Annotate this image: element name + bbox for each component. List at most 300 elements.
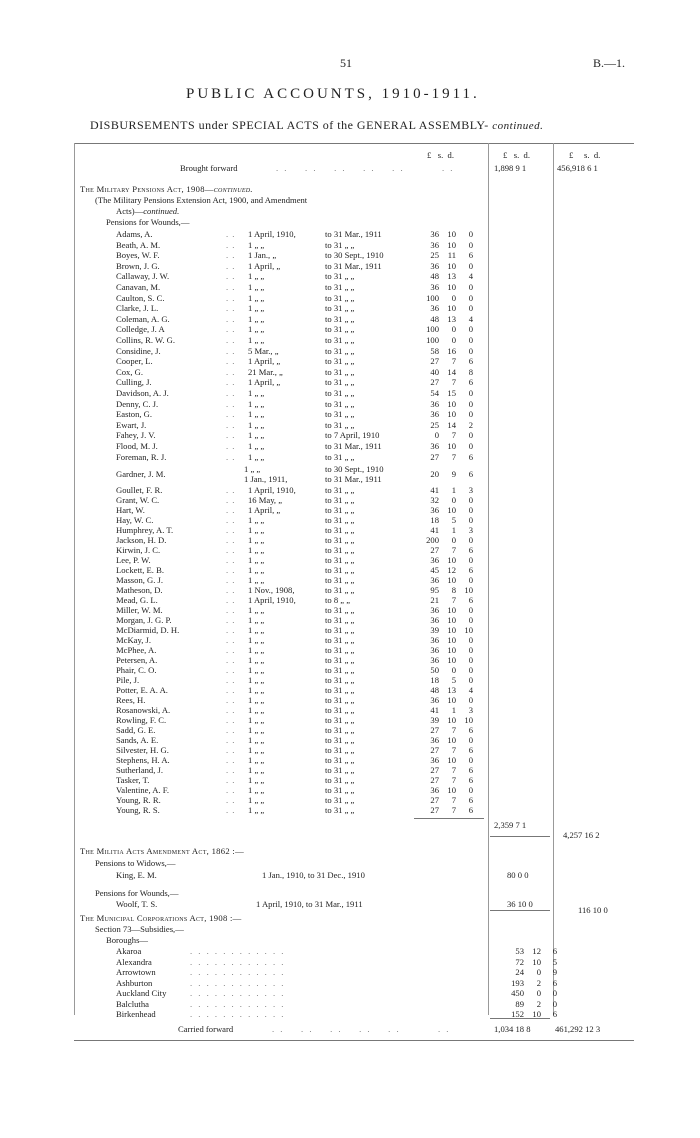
carried-forward-col2: 1,034 18 8 [494,1024,531,1034]
brought-forward-col2: 1,898 9 1 [494,163,527,173]
entry-name: McPhee, A. [116,645,157,655]
entry-pounds: 41 [430,705,439,715]
entry-pence: 0 [468,282,473,292]
entry-to: to 31 „ „ [325,239,355,250]
entry-shillings: 13 [447,271,456,282]
leader-dots: . . [226,555,236,565]
entry-from: 1 „ „ [248,805,265,815]
entry-pence: 0 [468,675,473,685]
entry-from: 1 „ „ [248,575,265,585]
entry-from: 1 April, 1910, [248,229,296,239]
entry-from: 1 „ „ [248,292,265,303]
leader-dots: . . [226,735,236,745]
leader-dots: . . [226,335,236,345]
entry-from: 1 „ „ [248,398,265,409]
entry-name: Sutherland, J. [116,765,164,775]
entry-name: Valentine, A. F. [116,785,170,795]
table-row [0,377,700,388]
pensions-total: 4,257 16 2 [563,830,600,840]
entry-pence: 3 [468,525,473,535]
pensions-act-sub2: Acts)—continued. [116,206,180,216]
leader-dots: . . [226,366,236,377]
entry-pounds: 27 [430,356,439,367]
entry-name: Young, R. R. [116,795,161,805]
entry-pence: 0 [468,515,473,525]
municipal-act-heading: The Municipal Corporations Act, 1908 :— [80,913,242,923]
entry-shillings: 10 [447,239,456,250]
entry-pounds: 27 [430,765,439,775]
militia-rule [490,910,550,911]
entry-shillings: 10 [447,785,456,795]
entry-shillings: 10 [447,555,456,565]
entry-pounds: 36 [430,615,439,625]
entry-from: 1 „ „ [248,685,265,695]
leader-dots: . . [226,595,236,605]
table-row [0,441,700,452]
table-row [0,409,700,420]
leader-dots: . . . . . . . . . . . . [190,956,286,967]
table-row [0,314,700,325]
municipal-section: Section 73—Subsidies,— [95,924,184,934]
entry-pounds: 36 [430,645,439,655]
entry-name: Phair, C. O. [116,665,157,675]
entry-name: Lee, P. W. [116,555,151,565]
carried-forward-label: Carried forward [178,1024,234,1034]
entry-from: 1 „ „ [248,271,265,282]
borough-name: Balclutha [116,998,149,1009]
entry-shillings: 7 [451,745,456,755]
entry-pence: 0 [468,575,473,585]
entry-name: Goullet, F. R. [116,485,163,495]
table-row [0,367,700,378]
entry-pence: 8 [468,366,473,377]
col3-head: £ s. d. [569,150,601,160]
entry-from: 1 „ „ [248,775,265,785]
pensions-act-heading: The Military Pensions Act, 1908—continued. [80,184,253,194]
entry-from: 1 „ „ [248,745,265,755]
entry-name: Silvester, H. G. [116,745,169,755]
entry-to: to 31 „ „ [325,665,355,675]
entry-from: 1 Jan., „ [248,250,277,261]
entry-to: to 8 „ „ [325,595,351,605]
entry-pence: 0 [468,430,473,441]
entry-pounds: 39 [430,715,439,725]
militia-act-heading: The Militia Acts Amendment Act, 1862 :— [80,846,244,856]
carried-dots: . . . . . . . . . . . . [272,1024,451,1034]
entry-pence: 0 [468,398,473,409]
entry-pence: 10 [464,625,473,635]
entry-name: Adams, A. [116,229,153,239]
amount-pounds: 450 [511,988,524,998]
leader-dots: . . [226,377,236,388]
entry-to: to 31 „ „ [325,495,355,505]
entry-shillings: 10 [447,505,456,515]
entry-shillings: 10 [447,635,456,645]
entry-from: 1 „ „ [248,695,265,705]
entry-pence: 6 [468,545,473,555]
entry-name: Tasker, T. [116,775,150,785]
entry-from: 1 „ „ [248,675,265,685]
amount-shillings: 10 [532,956,541,967]
entry-to: to 31 „ „ [325,282,355,292]
entry-pounds: 36 [430,303,439,314]
entry-shillings: 13 [447,685,456,695]
entry-pounds: 27 [430,805,439,815]
entry-from: 1 „ „ [248,324,265,335]
entry-name: Coleman, A. G. [116,313,170,324]
borough-row [0,1009,700,1020]
entry-pence: 10 [464,585,473,595]
entry-shillings: 7 [451,805,456,815]
entry-shillings: 5 [451,515,456,525]
leader-dots: . . [226,585,236,595]
entry-shillings: 1 [451,525,456,535]
entry-shillings: 0 [451,324,456,335]
leader-dots: . . [226,282,236,292]
entry-to: to 31 „ „ [325,675,355,685]
entry-pence: 6 [468,725,473,735]
entry-shillings: 10 [447,695,456,705]
entry-name: Flood, M. J. [116,441,158,451]
entry-from: 1 April, „ [248,377,281,388]
entry-from: 1 „ „ [248,303,265,314]
entry-to: to 31 „ „ [325,795,355,805]
borough-name: Birkenhead [116,1009,156,1019]
leader-dots: . . [226,515,236,525]
borough-row [0,957,700,968]
entry-pence: 0 [468,635,473,645]
entry-shillings: 7 [451,795,456,805]
entry-pounds: 36 [430,282,439,292]
entry-pounds: 25 [430,250,439,261]
entry-pence: 0 [468,535,473,545]
entry-to: to 31 „ „ [325,805,355,815]
entry-shillings: 10 [447,655,456,665]
entry-pence: 0 [468,505,473,515]
entry-from: 1 „ „ [248,785,265,795]
entry-shillings: 0 [451,665,456,675]
entry-pounds: 36 [430,398,439,409]
amount-shillings: 12 [532,946,541,956]
entry-pounds: 18 [430,675,439,685]
leader-dots: . . [226,565,236,575]
leader-dots: . . [226,239,236,250]
entry-to-2: to 31 Mar., 1911 [325,474,382,484]
leader-dots: . . [226,765,236,775]
entry-pence: 2 [468,419,473,430]
leader-dots: . . [226,805,236,815]
subtotal-rule [414,818,484,819]
entry-shillings: 7 [451,377,456,388]
entry-from: 1 „ „ [248,635,265,645]
brought-forward-label: Brought forward [180,163,238,173]
borough-row [0,988,700,999]
entry-pounds: 27 [430,725,439,735]
entry-shillings: 10 [447,575,456,585]
entry-name: Petersen, A. [116,655,158,665]
entry-shillings: 9 [451,469,456,479]
entry-from: 1 „ „ [248,665,265,675]
entry-to: to 31 „ „ [325,615,355,625]
table-row [0,388,700,399]
entry-name: Masson, G. J. [116,575,164,585]
wound-amount: 36 10 0 [507,899,533,909]
entry-to: to 31 „ „ [325,645,355,655]
entry-from: 1 „ „ [248,515,265,525]
entry-name: Hart, W. [116,505,145,515]
entry-pence: 4 [468,313,473,324]
entry-pence: 3 [468,705,473,715]
entry-from: 1 „ „ [248,525,265,535]
amount-pence: 6 [552,946,557,956]
borough-name: Akaroa [116,946,142,956]
entry-from: 1 „ „ [248,705,265,715]
entry-shillings: 10 [447,409,456,420]
entry-to: to 31 „ „ [325,356,355,367]
bottom-rule [74,1040,634,1041]
leader-dots: . . [226,725,236,735]
entry-name: Sands, A. E. [116,735,159,745]
amount-pence: 6 [552,977,557,988]
entry-shillings: 1 [451,705,456,715]
entry-name: Rosanowski, A. [116,705,171,715]
entry-to: to 31 „ „ [325,755,355,765]
page-title: PUBLIC ACCOUNTS, 1910-1911. [186,86,480,102]
amount-pence: 6 [552,1009,557,1019]
entry-pence: 6 [468,356,473,367]
entry-from: 1 „ „ [248,625,265,635]
entry-name: Considine, J. [116,345,161,356]
entry-pounds: 50 [430,665,439,675]
borough-name: Arrowtown [116,967,156,977]
entry-pence: 0 [468,655,473,665]
leader-dots: . . [226,345,236,356]
entry-from: 1 „ „ [248,795,265,805]
entry-name: Davidson, A. J. [116,388,169,398]
entry-pounds: 36 [430,655,439,665]
entry-shillings: 11 [447,250,456,261]
entry-shillings: 5 [451,675,456,685]
entry-to: to 31 „ „ [325,695,355,705]
entry-pounds: 36 [430,695,439,705]
amount-pounds: 72 [515,956,524,967]
entry-pounds: 32 [430,495,439,505]
entry-pounds: 25 [430,419,439,430]
entry-pounds: 36 [430,605,439,615]
entry-name: Clarke, J. L. [116,303,159,314]
table-row [0,282,700,293]
entry-pence: 6 [468,250,473,261]
entry-from: 1 April, „ [248,356,281,367]
leader-dots: . . [226,655,236,665]
entry-to: to 31 „ „ [325,505,355,515]
militia-total: 116 10 0 [578,905,608,915]
entry-shillings: 10 [447,755,456,765]
entry-to: to 31 „ „ [325,419,355,430]
leader-dots: . . [226,260,236,271]
leader-dots: . . [226,303,236,314]
entry-pence: 4 [468,685,473,695]
entry-shillings: 14 [447,419,456,430]
entry-from: 1 „ „ [248,565,265,575]
entry-name: Gardner, J. M. [116,469,166,479]
col2-head: £ s. d. [503,150,530,160]
entry-shillings: 8 [451,585,456,595]
entry-name: Rees, H. [116,695,146,705]
leader-dots: . . [226,441,236,451]
entry-from: 1 April, 1910, [248,485,296,495]
leader-dots: . . [226,575,236,585]
leader-dots: . . . . . . . . . . . . [190,988,286,998]
entry-pounds: 36 [430,755,439,765]
widow-name: King, E. M. [116,870,157,880]
entry-pence: 6 [468,451,473,462]
entry-from: 1 „ „ [248,451,265,462]
leader-dots: . . . . . . . . . . . . [190,1009,286,1019]
entry-pounds: 20 [430,469,439,479]
entry-name: McDiarmid, D. H. [116,625,180,635]
leader-dots: . . [226,451,236,462]
entry-name: Sadd, G. E. [116,725,156,735]
entry-to: to 31 „ „ [325,785,355,795]
entry-pence: 0 [468,735,473,745]
entry-pounds: 36 [430,505,439,515]
leader-dots: . . [226,495,236,505]
entry-to: to 31 „ „ [325,313,355,324]
amount-pounds: 53 [515,946,524,956]
borough-name: Alexandra [116,956,152,967]
entry-to: to 31 Mar., 1911 [325,441,382,451]
entry-pence: 0 [468,785,473,795]
entry-name: Young, R. S. [116,805,160,815]
entry-to: to 31 „ „ [325,575,355,585]
entry-shillings: 7 [451,595,456,605]
entry-shillings: 15 [447,388,456,398]
table-row [0,430,700,441]
entry-shillings: 1 [451,485,456,495]
entry-to: to 31 „ „ [325,715,355,725]
entry-from: 1 „ „ [248,645,265,655]
entry-from: 1 „ „ [248,441,265,451]
entry-to: to 31 „ „ [325,735,355,745]
leader-dots: . . [226,535,236,545]
pensions-act-sub1: (The Military Pensions Extension Act, 1900, and Amendment [95,195,308,205]
entry-to: to 7 April, 1910 [325,430,380,441]
leader-dots: . . [226,313,236,324]
entry-to: to 31 „ „ [325,271,355,282]
entry-name: Miller, W. M. [116,605,163,615]
entry-name: Collins, R. W. G. [116,335,175,345]
entry-pounds: 27 [430,795,439,805]
entry-pounds: 100 [426,335,439,345]
entry-shillings: 10 [447,398,456,409]
entry-to: to 31 „ „ [325,625,355,635]
entry-pounds: 36 [430,575,439,585]
entry-to: to 31 „ „ [325,585,355,595]
entry-name: Easton, G. [116,409,153,420]
entry-shillings: 0 [451,292,456,303]
entry-pence: 0 [468,335,473,345]
entry-name: McKay, J. [116,635,152,645]
subtitle-main: DISBURSEMENTS under SPECIAL ACTS of the GENERAL ASSEMBLY- [90,118,489,132]
entry-name: Matheson, D. [116,585,163,595]
leader-dots: . . [226,795,236,805]
entry-name: Potter, E. A. A. [116,685,168,695]
table-row [0,324,700,335]
leader-dots: . . . . . . . . . . . . [190,946,286,956]
entry-shillings: 10 [447,260,456,271]
entry-name: Fahey, J. V. [116,430,156,441]
entry-from: 1 „ „ [248,545,265,555]
leader-dots: . . [226,409,236,420]
entry-pounds: 21 [430,595,439,605]
amount-pounds: 89 [515,998,524,1009]
table-row [0,399,700,410]
entry-to: to 31 „ „ [325,525,355,535]
leader-dots: . . [226,545,236,555]
widows-heading: Pensions to Widows,— [95,858,176,868]
amount-pence: 0 [552,998,557,1009]
entry-to: to 31 „ „ [325,324,355,335]
leader-dots: . . [226,250,236,261]
entry-name: Boyes, W. F. [116,250,160,261]
entry-shillings: 0 [451,495,456,505]
leader-dots: . . [226,430,236,441]
entry-pence: 0 [468,755,473,765]
page-subtitle [90,118,543,133]
leader-dots: . . . . . . . . . . . . [190,998,286,1009]
entry-pounds: 48 [430,271,439,282]
entry-from: 1 „ „ [248,430,265,441]
leader-dots: . . [226,625,236,635]
entry-pence: 3 [468,485,473,495]
entry-from: 1 April, „ [248,505,281,515]
amount-shillings: 10 [532,1009,541,1019]
leader-dots: . . [226,645,236,655]
leader-dots: . . [226,615,236,625]
table-row [0,261,700,272]
entry-from: 1 „ „ [248,313,265,324]
top-rule [74,143,634,144]
entry-to: to 31 „ „ [325,535,355,545]
leader-dots: . . [226,785,236,795]
entry-to: to 31 „ „ [325,705,355,715]
entry-pounds: 41 [430,485,439,495]
entry-name: Beath, A. M. [116,239,161,250]
entry-from: 1 „ „ [248,605,265,615]
entry-shillings: 7 [451,356,456,367]
entry-to: to 31 „ „ [325,565,355,575]
entry-name: Denny, C. J. [116,398,159,409]
leader-dots: . . [226,665,236,675]
entry-pence: 6 [468,795,473,805]
borough-row [0,978,700,989]
pensions-subtotal: 2,359 7 1 [494,820,527,830]
table-row [0,229,700,240]
entry-name: Culling, J. [116,377,152,388]
leader-dots: . . [226,271,236,282]
leader-dots: . . [226,229,236,239]
entry-pence: 6 [468,469,473,479]
entry-to: to 31 Mar., 1911 [325,260,382,271]
entry-from: 16 May, „ [248,495,283,505]
leader-dots: . . [226,755,236,765]
entry-pence: 0 [468,615,473,625]
entry-to-1: to 30 Sept., 1910 [325,464,384,474]
entry-from: 1 „ „ [248,282,265,292]
table-row [0,250,700,261]
leader-dots: . . [226,675,236,685]
